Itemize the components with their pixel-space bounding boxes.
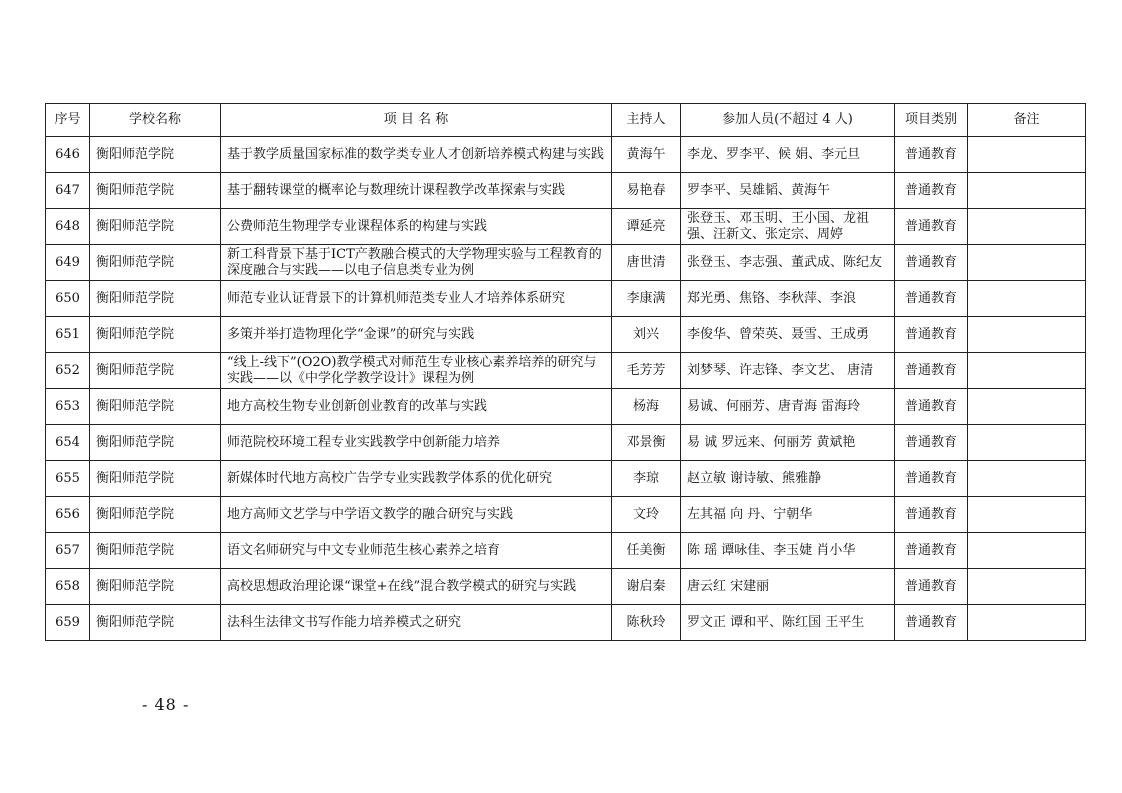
header-note: 备注: [968, 104, 1086, 137]
cell-num: 649: [46, 245, 90, 281]
cell-type: 普通教育: [895, 137, 968, 173]
cell-num: 654: [46, 425, 90, 461]
cell-school: 衡阳师范学院: [90, 569, 221, 605]
cell-host: 文玲: [612, 497, 681, 533]
page-number: - 48 -: [142, 695, 190, 714]
cell-school: 衡阳师范学院: [90, 461, 221, 497]
header-type: 项目类别: [895, 104, 968, 137]
cell-note: [968, 461, 1086, 497]
cell-school: 衡阳师范学院: [90, 317, 221, 353]
cell-members: 左其福 向 丹、宁朝华: [681, 497, 895, 533]
cell-type: 普通教育: [895, 353, 968, 389]
cell-host: 李琼: [612, 461, 681, 497]
cell-members: 陈 瑶 谭咏佳、李玉婕 肖小华: [681, 533, 895, 569]
cell-host: 唐世清: [612, 245, 681, 281]
cell-members: 罗李平、吴雄韬、黄海午: [681, 173, 895, 209]
cell-note: [968, 389, 1086, 425]
cell-num: 658: [46, 569, 90, 605]
cell-type: 普通教育: [895, 173, 968, 209]
cell-type: 普通教育: [895, 425, 968, 461]
cell-note: [968, 245, 1086, 281]
cell-school: 衡阳师范学院: [90, 245, 221, 281]
header-host: 主持人: [612, 104, 681, 137]
cell-members: 张登玉、邓玉明、王小国、龙祖强、汪新文、张定宗、周婷: [681, 209, 895, 245]
table-body: [46, 137, 1086, 641]
table-row: [46, 353, 1086, 389]
cell-title: 高校思想政治理论课“课堂+在线”混合教学模式的研究与实践: [221, 569, 612, 605]
cell-num: 646: [46, 137, 90, 173]
project-table: [45, 103, 1086, 641]
cell-num: 650: [46, 281, 90, 317]
cell-type: 普通教育: [895, 497, 968, 533]
table-row: [46, 281, 1086, 317]
table-header-row: [46, 104, 1086, 137]
cell-type: 普通教育: [895, 569, 968, 605]
cell-host: 毛芳芳: [612, 353, 681, 389]
cell-note: [968, 137, 1086, 173]
cell-host: 刘兴: [612, 317, 681, 353]
cell-school: 衡阳师范学院: [90, 173, 221, 209]
table-row: [46, 137, 1086, 173]
cell-note: [968, 425, 1086, 461]
cell-title: 法科生法律文书写作能力培养模式之研究: [221, 605, 612, 641]
cell-title: 地方高校生物专业创新创业教育的改革与实践: [221, 389, 612, 425]
cell-type: 普通教育: [895, 281, 968, 317]
cell-type: 普通教育: [895, 209, 968, 245]
cell-school: 衡阳师范学院: [90, 605, 221, 641]
cell-host: 任美衡: [612, 533, 681, 569]
table-row: [46, 461, 1086, 497]
cell-title: 基于翻转课堂的概率论与数理统计课程教学改革探索与实践: [221, 173, 612, 209]
cell-host: 陈秋玲: [612, 605, 681, 641]
cell-num: 653: [46, 389, 90, 425]
cell-type: 普通教育: [895, 533, 968, 569]
header-num: 序号: [46, 104, 90, 137]
cell-type: 普通教育: [895, 245, 968, 281]
cell-title: 公费师范生物理学专业课程体系的构建与实践: [221, 209, 612, 245]
cell-school: 衡阳师范学院: [90, 389, 221, 425]
cell-host: 谭延亮: [612, 209, 681, 245]
cell-type: 普通教育: [895, 317, 968, 353]
cell-note: [968, 209, 1086, 245]
cell-members: 郑光勇、焦铬、李秋萍、李浪: [681, 281, 895, 317]
cell-school: 衡阳师范学院: [90, 497, 221, 533]
cell-note: [968, 605, 1086, 641]
cell-num: 651: [46, 317, 90, 353]
cell-members: 易诚、何丽芳、唐青海 雷海玲: [681, 389, 895, 425]
cell-note: [968, 281, 1086, 317]
cell-host: 谢启秦: [612, 569, 681, 605]
cell-school: 衡阳师范学院: [90, 533, 221, 569]
cell-school: 衡阳师范学院: [90, 425, 221, 461]
cell-title: 地方高师文艺学与中学语文教学的融合研究与实践: [221, 497, 612, 533]
cell-num: 647: [46, 173, 90, 209]
cell-members: 李龙、罗李平、候 娟、李元旦: [681, 137, 895, 173]
cell-note: [968, 353, 1086, 389]
header-members: 参加人员(不超过 4 人): [681, 104, 895, 137]
header-title: 项 目 名 称: [221, 104, 612, 137]
cell-num: 655: [46, 461, 90, 497]
cell-members: 刘梦琴、许志锋、李文艺、 唐清: [681, 353, 895, 389]
cell-note: [968, 317, 1086, 353]
cell-note: [968, 497, 1086, 533]
cell-host: 邓景衡: [612, 425, 681, 461]
cell-type: 普通教育: [895, 605, 968, 641]
cell-members: 赵立敏 谢诗敏、熊雅静: [681, 461, 895, 497]
cell-members: 罗文正 谭和平、陈红国 王平生: [681, 605, 895, 641]
cell-num: 652: [46, 353, 90, 389]
table-row: [46, 209, 1086, 245]
cell-title: 师范专业认证背景下的计算机师范类专业人才培养体系研究: [221, 281, 612, 317]
table-row: [46, 425, 1086, 461]
cell-school: 衡阳师范学院: [90, 353, 221, 389]
cell-num: 656: [46, 497, 90, 533]
table-row: [46, 533, 1086, 569]
header-school: 学校名称: [90, 104, 221, 137]
cell-school: 衡阳师范学院: [90, 281, 221, 317]
cell-title: 基于教学质量国家标准的数学类专业人才创新培养模式构建与实践: [221, 137, 612, 173]
cell-note: [968, 569, 1086, 605]
cell-host: 李康满: [612, 281, 681, 317]
table-row: [46, 569, 1086, 605]
cell-title: 师范院校环境工程专业实践教学中创新能力培养: [221, 425, 612, 461]
cell-members: 张登玉、李志强、董武成、陈纪友: [681, 245, 895, 281]
cell-num: 659: [46, 605, 90, 641]
cell-members: 李俊华、曾荣英、聂雪、王成勇: [681, 317, 895, 353]
cell-num: 657: [46, 533, 90, 569]
cell-title: 语文名师研究与中文专业师范生核心素养之培育: [221, 533, 612, 569]
table-row: [46, 245, 1086, 281]
cell-school: 衡阳师范学院: [90, 137, 221, 173]
cell-host: 易艳春: [612, 173, 681, 209]
cell-note: [968, 533, 1086, 569]
table-row: [46, 173, 1086, 209]
table-row: [46, 605, 1086, 641]
cell-title: 新媒体时代地方高校广告学专业实践教学体系的优化研究: [221, 461, 612, 497]
cell-type: 普通教育: [895, 389, 968, 425]
cell-members: 唐云红 宋建丽: [681, 569, 895, 605]
table-row: [46, 317, 1086, 353]
cell-school: 衡阳师范学院: [90, 209, 221, 245]
cell-host: 黄海午: [612, 137, 681, 173]
table-row: [46, 389, 1086, 425]
cell-type: 普通教育: [895, 461, 968, 497]
cell-members: 易 诚 罗远来、何丽芳 黄斌艳: [681, 425, 895, 461]
cell-host: 杨海: [612, 389, 681, 425]
cell-title: 多策并举打造物理化学“金课”的研究与实践: [221, 317, 612, 353]
cell-note: [968, 173, 1086, 209]
cell-title: “线上-线下”(O2O)教学模式对师范生专业核心素养培养的研究与实践——以《中学化学教学设计》课程为例: [221, 353, 612, 389]
cell-title: 新工科背景下基于ICT产教融合模式的大学物理实验与工程教育的深度融合与实践——以电子信息类专业为例: [221, 245, 612, 281]
table-row: [46, 497, 1086, 533]
cell-num: 648: [46, 209, 90, 245]
